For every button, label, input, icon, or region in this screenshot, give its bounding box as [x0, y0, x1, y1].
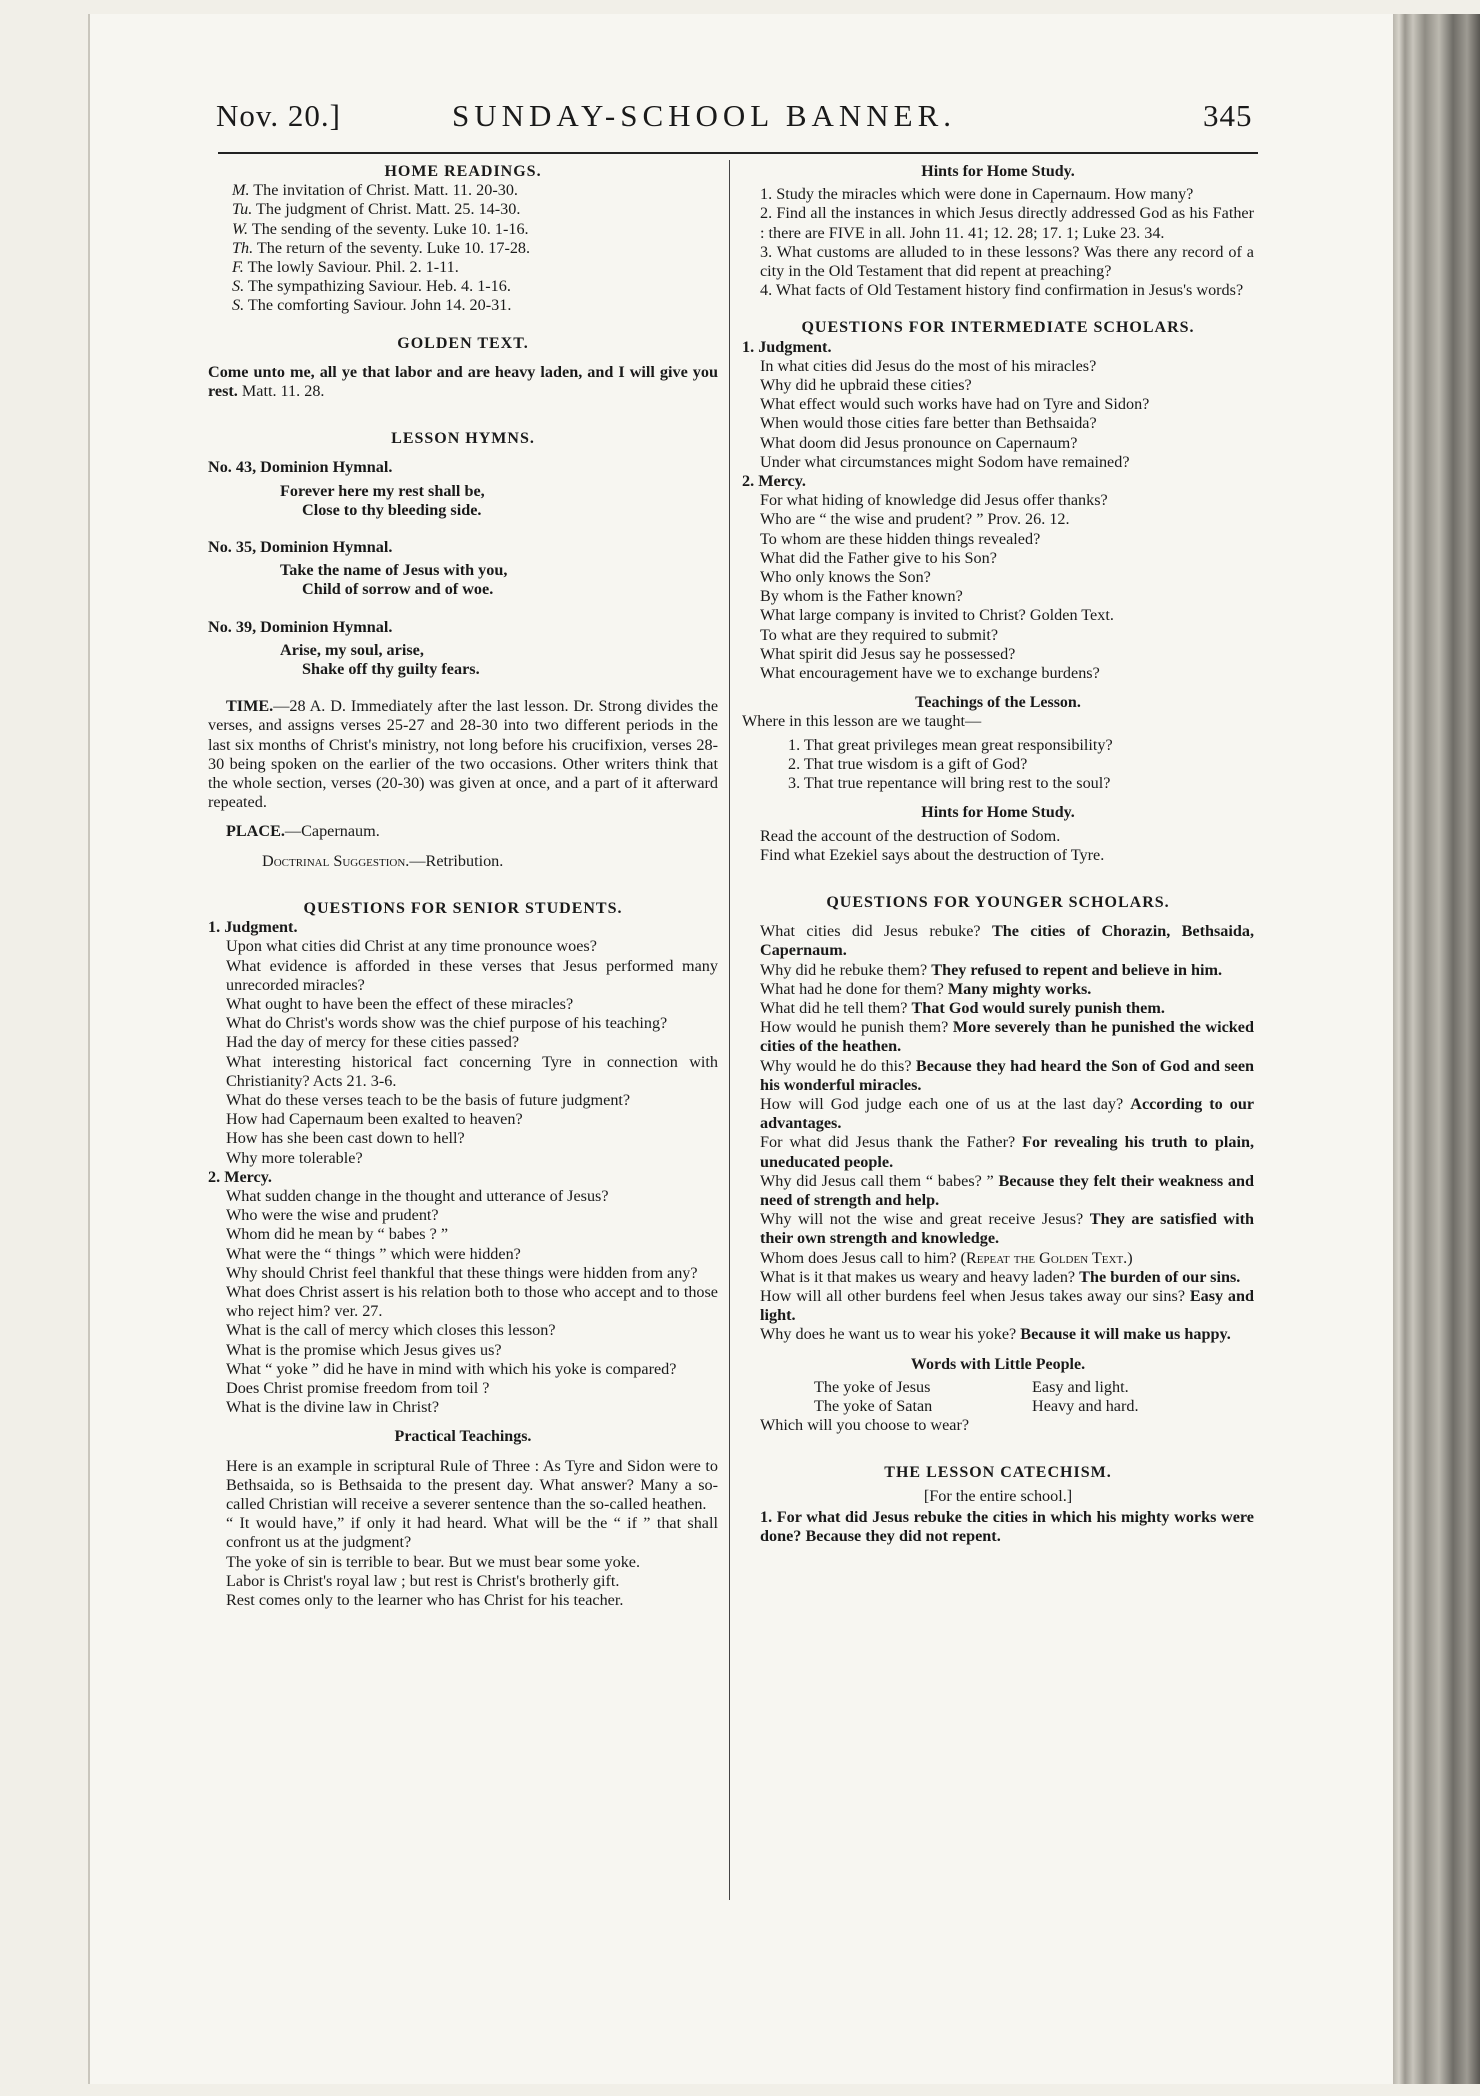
paragraph: 3. What customs are alluded to in these lessons? Was there any record of a city in the Old Testament that did repent at preaching?: [760, 242, 1254, 281]
intermediate-mercy-questions: [742, 491, 1254, 683]
list-item: 3. That true repentance will bring rest to the soul?: [788, 774, 1111, 793]
senior-mercy-questions: [208, 1187, 718, 1417]
question: What evidence is afforded in these verses that Jesus performed many unrecorded miracles?: [226, 956, 718, 994]
question: Why did he upbraid these cities?: [760, 376, 972, 395]
qa-item: Why did Jesus call them “ babes? ” Because they felt their weakness and need of strength and help.: [760, 1171, 1254, 1209]
paragraph: Labor is Christ's royal law ; but rest is Christ's brotherly gift.: [226, 1571, 620, 1590]
qa-item: Why will not the wise and great receive Jesus? They are satisfied with their own strength and knowledge.: [760, 1210, 1254, 1248]
paragraph: 1. Study the miracles which were done in Capernaum. How many?: [760, 185, 1194, 204]
section-label: 2. Mercy.: [742, 472, 806, 491]
qa-item: How will God judge each one of us at the last day? According to our advantages.: [760, 1094, 1255, 1133]
question: How has she been cast down to hell?: [226, 1129, 465, 1148]
question: Who are “ the wise and prudent? ” Prov. 26. 12.: [760, 510, 1070, 529]
section-label: 1. Judgment.: [742, 337, 832, 356]
lesson-hymns-heading: LESSON HYMNS.: [391, 430, 535, 448]
header-title: SUNDAY-SCHOOL BANNER.: [452, 98, 957, 133]
hymn-line: Arise, my soul, arise,: [280, 640, 424, 659]
home-readings-list: [208, 181, 718, 315]
list-item: S. The sympathizing Saviour. Heb. 4. 1-16.: [232, 277, 511, 296]
question: By whom is the Father known?: [760, 587, 963, 606]
practical-teachings-body: [208, 1457, 718, 1611]
senior-judgment-questions: [208, 937, 718, 1167]
question: Why should Christ feel thankful that these things were hidden from any?: [226, 1263, 698, 1282]
list-item: 1. That great privileges mean great responsibility?: [788, 735, 1113, 754]
qa-item: What had he done for them? Many mighty works.: [760, 979, 1092, 998]
paragraph: 4. What facts of Old Testament history find confirmation in Jesus's words?: [760, 281, 1244, 300]
book-page-edges: [1393, 14, 1480, 2084]
teachings-intro: Where in this lesson are we taught—: [742, 712, 982, 731]
list-item: W. The sending of the seventy. Luke 10. 1-16.: [232, 219, 529, 238]
catechism-heading: THE LESSON CATECHISM.: [884, 1464, 1112, 1482]
question: Upon what cities did Christ at any time pronounce woes?: [226, 937, 597, 956]
column-divider: [729, 160, 730, 1900]
practical-teachings-heading: Practical Teachings.: [394, 1428, 532, 1446]
words-row: The yoke of Satan Heavy and hard.: [814, 1396, 1139, 1415]
question: Under what circumstances might Sodom have remained?: [760, 452, 1130, 471]
list-item: Read the account of the destruction of Sodom.: [760, 826, 1061, 845]
list-item: Find what Ezekiel says about the destruction of Tyre.: [760, 845, 1105, 864]
section-label: 2. Mercy.: [208, 1167, 272, 1186]
younger-questions-heading: QUESTIONS FOR YOUNGER SCHOLARS.: [826, 893, 1170, 911]
hymn-number: No. 35, Dominion Hymnal.: [208, 538, 393, 557]
header-rule: [218, 152, 1258, 154]
qa-item: What is it that makes us weary and heavy laden? The burden of our sins.: [760, 1267, 1241, 1286]
doctrinal-suggestion: Doctrinal Suggestion.—Retribution.: [262, 851, 504, 870]
question: What sudden change in the thought and utterance of Jesus?: [226, 1186, 609, 1205]
hymn-line: Take the name of Jesus with you,: [280, 561, 508, 580]
home-readings-heading: HOME READINGS.: [384, 163, 542, 180]
golden-text-body: Come unto me, all ye that labor and are heavy laden, and I will give you rest. Matt. 11. 28.: [208, 362, 718, 401]
qa-item: Why would he do this? Because they had heard the Son of God and seen his wonderful miracles.: [760, 1056, 1255, 1094]
question: What do these verses teach to be the basis of future judgment?: [226, 1090, 631, 1109]
golden-text-heading: GOLDEN TEXT.: [397, 334, 529, 352]
header-date: Nov. 20.]: [216, 98, 341, 133]
question: What interesting historical fact concerning Tyre in connection with Christianity? Acts 21. 3-6.: [226, 1052, 718, 1090]
question: What is the call of mercy which closes this lesson?: [226, 1321, 556, 1340]
list-item: 2. That true wisdom is a gift of God?: [788, 754, 1028, 773]
hymn-line: Child of sorrow and of woe.: [302, 580, 494, 599]
paragraph: “ It would have,” if only it had heard. What will be the “ if ” that shall confront us at the judgment?: [226, 1514, 718, 1552]
question: What encouragement have we to exchange burdens?: [760, 664, 1100, 683]
question: How had Capernaum been exalted to heaven?: [226, 1110, 523, 1129]
time-paragraph: TIME.—28 A. D. Immediately after the last lesson. Dr. Strong divides the verses, and assigns verses 25-27 and 28-30 into two different periods in the last six months of Christ's ministry, not long before his crucifixion, verses 28-30 being spoken on the earlier of the two occasions. Other writers think that the whole section, verses (20-30) was given at once, and a part of it afterward repeated.: [208, 697, 718, 812]
senior-questions-heading: QUESTIONS FOR SENIOR STUDENTS.: [303, 899, 623, 917]
intermediate-judgment-questions: [742, 357, 1254, 472]
question: Had the day of mercy for these cities passed?: [226, 1033, 520, 1052]
catechism-question: 1. For what did Jesus rebuke the cities in which his mighty works were done? Because they did not repent.: [760, 1507, 1254, 1545]
question: Who were the wise and prudent?: [226, 1206, 439, 1225]
teachings-heading: Teachings of the Lesson.: [915, 694, 1081, 712]
younger-qa-list: [742, 922, 1254, 1344]
left-column: [208, 162, 718, 1610]
intermediate-questions-heading: QUESTIONS FOR INTERMEDIATE SCHOLARS.: [801, 319, 1195, 337]
hints-body: [742, 185, 1254, 300]
section-label: 1. Judgment.: [208, 918, 298, 937]
question: What is the promise which Jesus gives us?: [226, 1340, 502, 1359]
qa-item: For what did Jesus thank the Father? For revealing his truth to plain, uneducated people.: [760, 1133, 1255, 1171]
question: What large company is invited to Christ? Golden Text.: [760, 606, 1114, 625]
question: Who only knows the Son?: [760, 568, 931, 587]
qa-item: How will all other burdens feel when Jesus takes away our sins? Easy and light.: [760, 1286, 1255, 1325]
question: What is the divine law in Christ?: [226, 1398, 440, 1417]
hymn-line: Close to thy bleeding side.: [302, 500, 482, 519]
question: To what are they required to submit?: [760, 625, 999, 644]
qa-item: Why does he want us to wear his yoke? Because it will make us happy.: [760, 1325, 1231, 1344]
question: What doom did Jesus pronounce on Capernaum?: [760, 433, 1078, 452]
question: What effect would such works have had on Tyre and Sidon?: [760, 395, 1150, 414]
place-line: PLACE.—Capernaum.: [226, 822, 380, 841]
list-item: F. The lowly Saviour. Phil. 2. 1-11.: [232, 258, 459, 277]
question: What does Christ assert is his relation both to those who accept and to those who reject him? ver. 27.: [226, 1282, 718, 1321]
list-item: Tu. The judgment of Christ. Matt. 25. 14-30.: [232, 200, 521, 219]
words-row: The yoke of Jesus Easy and light.: [814, 1377, 1129, 1396]
right-column: [742, 162, 1254, 1546]
paragraph: The yoke of sin is terrible to bear. But we must bear some yoke.: [226, 1552, 641, 1571]
qa-item: Why did he rebuke them? They refused to repent and believe in him.: [760, 960, 1223, 979]
paragraph: 2. Find all the instances in which Jesus directly addressed God as his Father : there are FIVE in all. John 11. 41; 12. 28; 17. 1; Luke 23. 34.: [760, 204, 1254, 242]
paragraph: Here is an example in scriptural Rule of Three : As Tyre and Sidon were to Bethsaida, so is Bethsaida to the present day. What answer? Many a so-called Christian will receive a severer sentence than the so-called heathen.: [226, 1456, 718, 1513]
hymn-number: No. 39, Dominion Hymnal.: [208, 617, 393, 636]
qa-item: What cities did Jesus rebuke? The cities of Chorazin, Bethsaida, Capernaum.: [760, 922, 1254, 960]
question: Whom did he mean by “ babes ? ”: [226, 1225, 449, 1244]
paragraph: Rest comes only to the learner who has Christ for his teacher.: [226, 1591, 624, 1609]
question: What do Christ's words show was the chief purpose of his teaching?: [226, 1014, 668, 1033]
hymn-line: Forever here my rest shall be,: [280, 481, 485, 500]
question: What “ yoke ” did he have in mind with which his yoke is compared?: [226, 1359, 677, 1378]
question: When would those cities fare better than Bethsaida?: [760, 414, 1097, 433]
list-item: S. The comforting Saviour. John 14. 20-31.: [232, 296, 512, 315]
page-number: 345: [1203, 98, 1253, 133]
question: For what hiding of knowledge did Jesus offer thanks?: [760, 491, 1108, 510]
hints-heading: Hints for Home Study.: [921, 163, 1075, 180]
list-item: Th. The return of the seventy. Luke 10. 17-28.: [232, 238, 531, 257]
question: What were the “ things ” which were hidden?: [226, 1244, 521, 1263]
question: What did the Father give to his Son?: [760, 548, 997, 567]
question: What ought to have been the effect of these miracles?: [226, 994, 574, 1013]
question: What spirit did Jesus say he possessed?: [760, 644, 1016, 663]
qa-item: Whom does Jesus call to him? (Repeat the Golden Text.): [760, 1248, 1133, 1267]
qa-item: What did he tell them? That God would surely punish them.: [760, 998, 1165, 1017]
question: Does Christ promise freedom from toil ?: [226, 1378, 490, 1397]
question: To whom are these hidden things revealed?: [760, 529, 1041, 548]
catechism-subheading: [For the entire school.]: [923, 1486, 1073, 1505]
hymn-line: Shake off thy guilty fears.: [302, 660, 480, 679]
hymn-number: No. 43, Dominion Hymnal.: [208, 458, 393, 477]
list-item: M. The invitation of Christ. Matt. 11. 20-30.: [232, 181, 518, 200]
words-closing: Which will you choose to wear?: [760, 1416, 970, 1435]
hints-heading-2: Hints for Home Study.: [921, 804, 1075, 822]
question: Why more tolerable?: [226, 1148, 363, 1167]
question: In what cities did Jesus do the most of his miracles?: [760, 356, 1097, 375]
qa-item: How would he punish them? More severely than he punished the wicked cities of the heathen.: [760, 1018, 1254, 1056]
words-heading: Words with Little People.: [910, 1355, 1086, 1373]
